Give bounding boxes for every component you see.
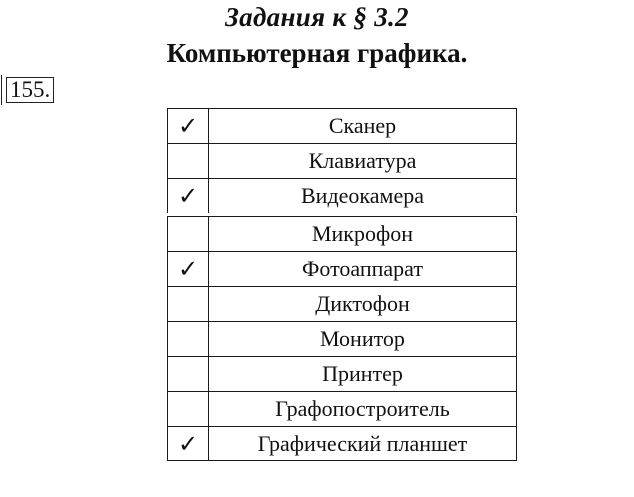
table-row (167, 178, 517, 213)
check-cell[interactable] (168, 322, 209, 356)
device-label: Клавиатура (308, 148, 417, 173)
check-cell[interactable]: ✓ (168, 109, 209, 143)
device-label: Сканер (328, 113, 397, 138)
device-label: Монитор (320, 326, 405, 351)
check-cell[interactable]: ✓ (168, 427, 209, 460)
task-number-box: 155. (6, 77, 54, 103)
table-row (167, 356, 517, 391)
table-row (167, 391, 517, 426)
device-label: Графопостроитель (275, 396, 450, 421)
check-cell[interactable] (168, 392, 209, 426)
device-label: Диктофон (315, 291, 410, 316)
heading-title: Задания к § 3.2 (225, 2, 409, 32)
table-row (167, 143, 517, 178)
table-row (167, 286, 517, 321)
device-label: Принтер (322, 361, 403, 386)
heading-subtitle: Компьютерная графика. (166, 38, 468, 68)
table-row (167, 426, 517, 461)
table-row (167, 251, 517, 286)
check-cell[interactable] (168, 217, 209, 251)
check-cell[interactable] (168, 357, 209, 391)
device-table (167, 108, 517, 461)
table-row (167, 216, 517, 251)
device-label: Графический планшет (257, 430, 468, 456)
table-row (167, 321, 517, 356)
table-row (167, 108, 517, 143)
device-label: Видеокамера (301, 183, 424, 208)
check-cell[interactable] (168, 287, 209, 321)
device-label: Фотоаппарат (301, 256, 423, 281)
check-cell[interactable]: ✓ (168, 179, 209, 213)
check-cell[interactable] (168, 144, 209, 178)
device-label: Микрофон (311, 221, 414, 246)
check-cell[interactable]: ✓ (168, 252, 209, 286)
